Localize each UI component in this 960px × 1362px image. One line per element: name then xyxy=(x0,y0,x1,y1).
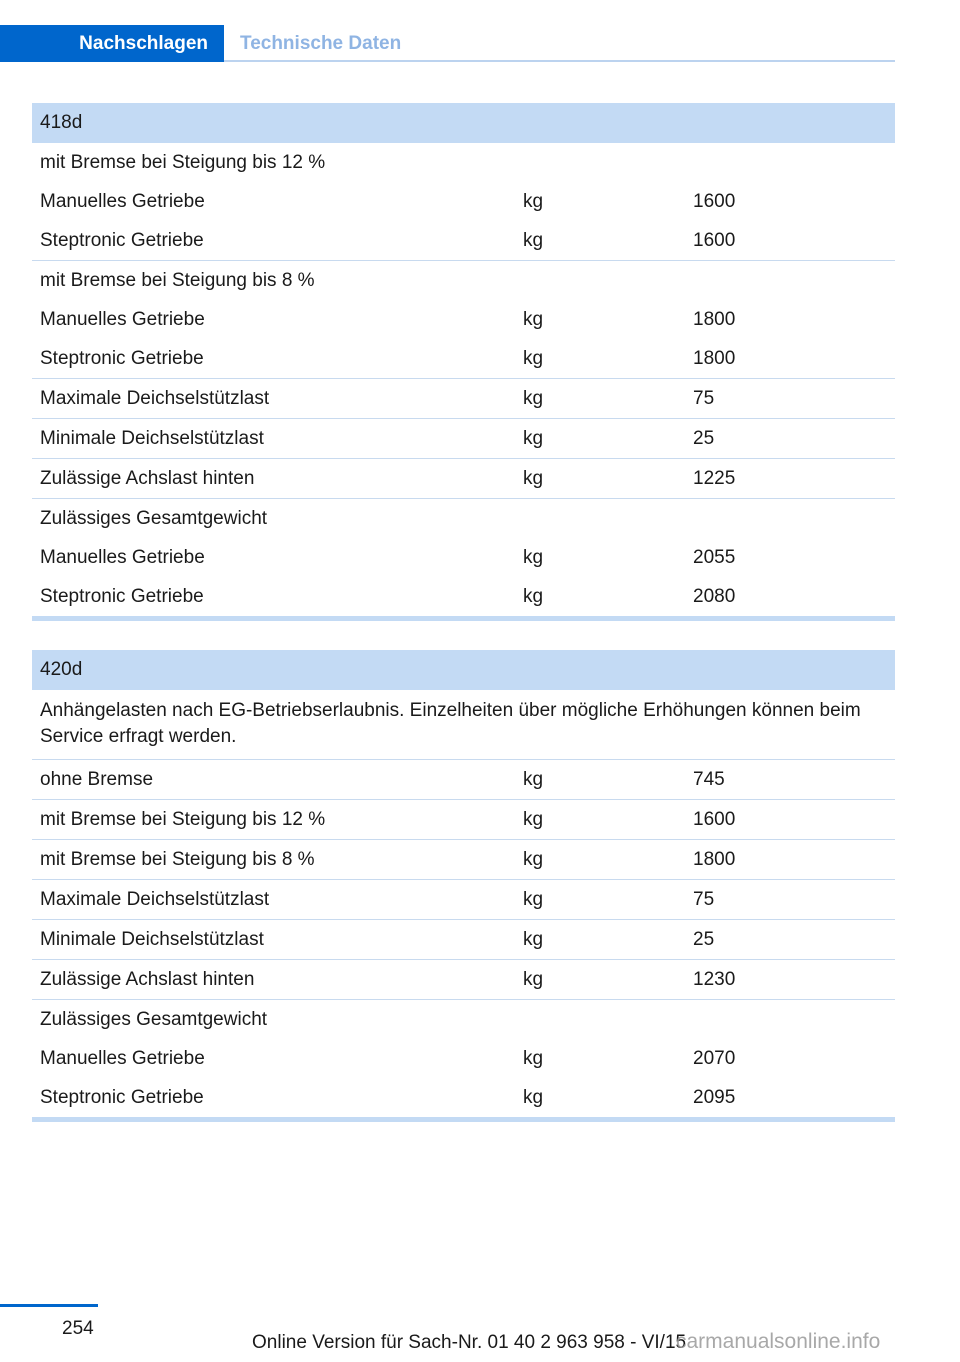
row-value: 75 xyxy=(685,880,895,920)
row-unit: kg xyxy=(523,308,544,330)
table-row xyxy=(32,577,895,619)
chapter-tab[interactable]: Technische Daten xyxy=(240,33,402,54)
row-label: Minimale Deichselstützlast xyxy=(32,419,515,459)
row-value: 25 xyxy=(685,419,895,459)
row-value: 1600 xyxy=(693,190,736,212)
table-row xyxy=(32,339,895,379)
table-row xyxy=(32,379,895,419)
row-label: Steptronic Getriebe xyxy=(32,1078,515,1120)
table-row xyxy=(32,300,895,339)
table-row xyxy=(32,920,895,960)
row-label: Maximale Deichselstützlast xyxy=(32,379,515,419)
row-unit: kg xyxy=(515,221,685,261)
table-row xyxy=(32,960,895,1000)
row-label: Maximale Deichselstützlast xyxy=(32,880,515,920)
watermark: carmanualsonline.info xyxy=(676,1330,881,1353)
row-value: 745 xyxy=(685,760,895,800)
table-row xyxy=(32,760,895,800)
row-value: 1600 xyxy=(685,221,895,261)
row-value: 2055 xyxy=(693,546,736,568)
table-header-row xyxy=(32,103,895,143)
table-row xyxy=(32,800,895,840)
row-unit: kg xyxy=(523,546,544,568)
row-value: 1600 xyxy=(685,800,895,840)
row-label: Manuelles Getriebe xyxy=(40,190,205,212)
row-unit: kg xyxy=(515,960,685,1000)
row-unit: kg xyxy=(515,840,685,880)
section-tab[interactable]: Nachschlagen xyxy=(0,25,224,62)
row-value: 2070 xyxy=(693,1047,736,1069)
row-unit: kg xyxy=(515,459,685,499)
table-row xyxy=(32,261,895,301)
row-unit: kg xyxy=(515,339,685,379)
row-value: 25 xyxy=(685,920,895,960)
row-unit: kg xyxy=(515,379,685,419)
row-unit: kg xyxy=(523,1047,544,1069)
table-row xyxy=(32,1039,895,1078)
row-label: Zulässige Achslast hinten xyxy=(32,960,515,1000)
row-label: Zulässiges Gesamtgewicht xyxy=(40,507,268,529)
row-label: Steptronic Getriebe xyxy=(32,221,515,261)
model-title: 418d xyxy=(32,103,895,143)
row-unit: kg xyxy=(515,880,685,920)
table-row xyxy=(32,221,895,261)
page-number: 254 xyxy=(62,1318,94,1339)
table-row xyxy=(32,419,895,459)
row-label: mit Bremse bei Steigung bis 12 % xyxy=(40,151,326,173)
table-row xyxy=(32,499,895,539)
row-label: mit Bremse bei Steigung bis 8 % xyxy=(40,269,315,291)
row-value: 1800 xyxy=(693,308,736,330)
row-label: Zulässiges Gesamtgewicht xyxy=(40,1008,268,1030)
table-row xyxy=(32,840,895,880)
online-version-note: Online Version für Sach-Nr. 01 40 2 963 958 - VI/15 xyxy=(252,1332,687,1353)
row-value: 1230 xyxy=(685,960,895,1000)
header-rule xyxy=(224,60,895,62)
row-value: 1225 xyxy=(685,459,895,499)
row-label: Minimale Deichselstützlast xyxy=(32,920,515,960)
spec-table-418d xyxy=(32,103,895,621)
row-label: Manuelles Getriebe xyxy=(40,308,205,330)
table-note-row xyxy=(32,690,895,760)
row-unit: kg xyxy=(515,760,685,800)
table-row xyxy=(32,538,895,577)
row-label: Manuelles Getriebe xyxy=(40,546,205,568)
page-header xyxy=(0,25,895,62)
row-label: mit Bremse bei Steigung bis 12 % xyxy=(32,800,515,840)
table-row xyxy=(32,459,895,499)
row-label: Steptronic Getriebe xyxy=(32,577,515,619)
row-label: Manuelles Getriebe xyxy=(40,1047,205,1069)
footer-rule xyxy=(0,1304,98,1307)
row-unit: kg xyxy=(515,419,685,459)
row-unit: kg xyxy=(523,190,544,212)
row-unit: kg xyxy=(515,800,685,840)
table-row xyxy=(32,182,895,221)
spec-table-420d xyxy=(32,650,895,1122)
row-label: Steptronic Getriebe xyxy=(32,339,515,379)
row-unit: kg xyxy=(515,577,685,619)
table-header-row xyxy=(32,650,895,690)
table-note: Anhängelasten nach EG-Betriebserlaubnis. Einzelheiten über mögliche Erhöhungen können beim Service erfragt werden. xyxy=(32,690,895,760)
model-title: 420d xyxy=(32,650,895,690)
table-row xyxy=(32,143,895,182)
table-row xyxy=(32,1000,895,1040)
row-label: Zulässige Achslast hinten xyxy=(32,459,515,499)
table-row xyxy=(32,880,895,920)
row-unit: kg xyxy=(515,920,685,960)
row-label: mit Bremse bei Steigung bis 8 % xyxy=(32,840,515,880)
row-value: 1800 xyxy=(685,339,895,379)
row-unit: kg xyxy=(515,1078,685,1120)
row-value: 75 xyxy=(685,379,895,419)
row-label: ohne Bremse xyxy=(32,760,515,800)
row-value: 2095 xyxy=(685,1078,895,1120)
table-row xyxy=(32,1078,895,1120)
row-value: 2080 xyxy=(685,577,895,619)
row-value: 1800 xyxy=(685,840,895,880)
